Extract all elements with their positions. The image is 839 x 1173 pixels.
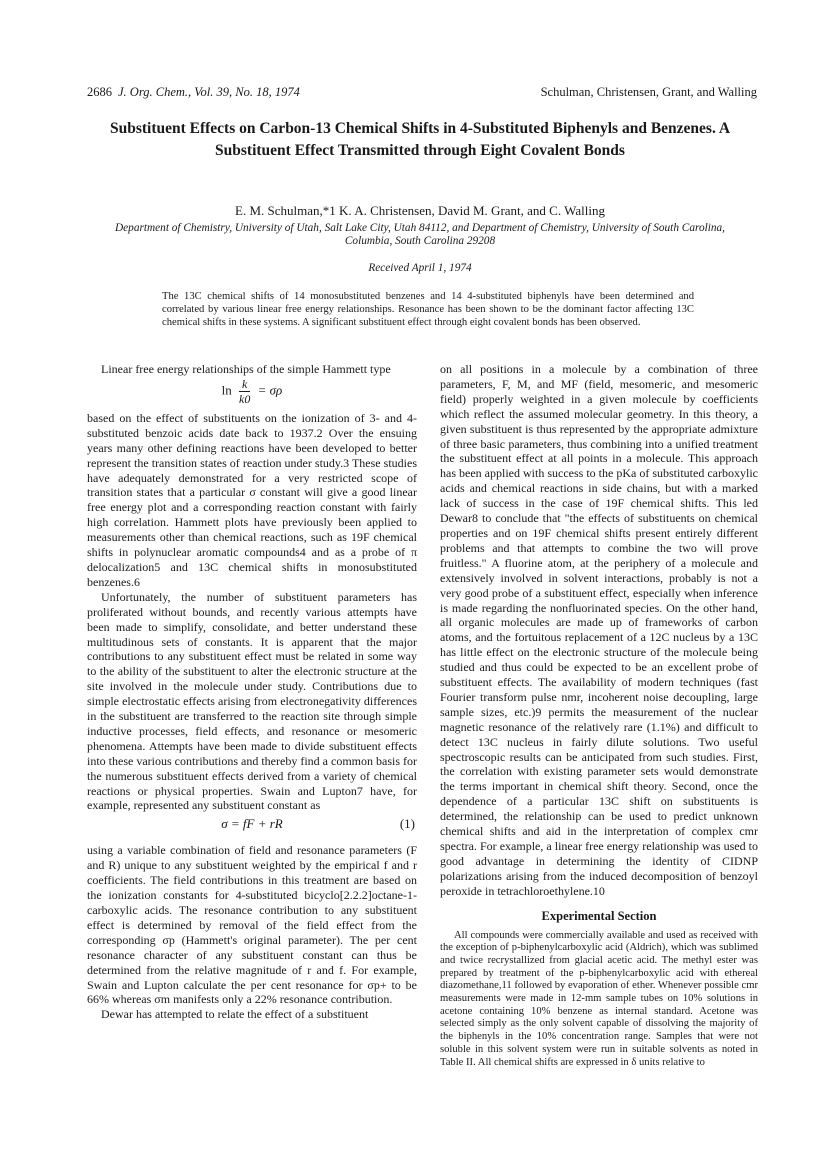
running-authors: Schulman, Christensen, Grant, and Walling [540, 85, 757, 99]
eq-number: (1) [399, 816, 415, 832]
eq-rhs: = σρ [257, 382, 283, 398]
eq-expression: σ = fF + rR [221, 816, 283, 832]
eq-ln: ln [221, 382, 232, 398]
journal-citation: J. Org. Chem., Vol. 39, No. 18, 1974 [118, 85, 300, 99]
paragraph: using a variable combination of field and resonance parameters (F and R) unique to any substituent weighted by the empirical f and r coefficients. The field contributions in this treatment are based on the ionization constants for 4-substituted bicyclo[2.2.2]octane-1-carboxylic acids. The resonance contribution to any substituent effect is determined by removal of the field effect from the corresponding σp (Hammett's original parameter). The per cent resonance character of any substituent constant can thus be determined from the relative magnitude of r and f. For example, Swain and Lupton calculate the per cent resonance for σp+ to be 66% whereas σm manifests only a 22% resonance contribution. [87, 843, 417, 1007]
paragraph: Unfortunately, the number of substituent parameters has proliferated without bounds, and recently various attempts have been made to simplify, consolidate, and better understand these multitudinous sets of constants. It is apparent that the major contributions to any substituent effect must be related in some way to the ability of the substituent to alter the electronic structure at the site involved in the molecule under study. Contributions due to simple electrostatic effects arising from electronegativity differences in the substituent are transferred to the reaction site through simple inductive processes, field effects, and resonance or mesomeric phenomena. Attempts have been made to divide substituent effects into these various contributions and thereby find a common basis for the numerous substituent effects derived from a variety of chemical reactions or physical properties. Swain and Lupton7 have, for example, represented any substituent constant as [87, 589, 417, 813]
paragraph: on all positions in a molecule by a combination of three parameters, F, M, and MF (field, mesomeric, and mesomeric field) properly weighted in a given molecule by coefficients which reflect the assumed molecular geometry. In this theory, a given substituent is thus represented by the appropriate admixture of three basic parameters, thus combining into a unified treatment the substituent effect at all points in a molecule. This approach has been applied with success to the pKa of substituted carboxylic acids and chemical reactions in side chains, but with a marked lack of success in the case of 19F chemical shifts. This led Dewar8 to conclude that "the effects of substituents on chemical properties and on 19F chemical shifts present entirely different problems and that attempts to combine the two will prove fruitless." A fluorine atom, at the periphery of a molecule and extensively involved in solvent interactions, probably is not a very good probe of a substituent effect, especially when inference is made regarding the nonfluorinated species. On the other hand, all organic molecules are made up of frameworks of carbon atoms, and the fortuitous replacement of a 12C nucleus by a 13C has little effect on the electronic structure of the molecule being studied and thus could be expected to be an excellent probe of substituent effects. The availability of modern techniques (fast Fourier transform pulse nmr, incoherent noise decoupling, large sample sizes, etc.)9 permits the measurement of the nuclear magnetic resonance of the relatively rare (1.1%) and difficult to detect 13C nucleus in fairly dilute solutions. Two useful spectroscopic results can be anticipated from such studies. First, the correlation with existing parameter sets would demonstrate the terms important in chemical shift theory. Second, once the dependence of a particular 13C shift on substituents is determined, the relationship can be used to predict unknown chemical shifts and aid in the interpretation of complex cmr spectra. For example, a linear free energy relationship was used to good advantage in determining the identity of CIDNP polarizations arising from the induced decomposition of benzoyl peroxide in tetrachloroethylene.10 [440, 362, 758, 898]
abstract: The 13C chemical shifts of 14 monosubstituted benzenes and 14 4-substituted biphenyls have been determined and correlated by various linear free energy relationships. Resonance has been shown to be the dominant factor affecting 13C chemical shifts in these systems. A significant substituent effect through eight covalent bonds has been observed. [162, 291, 694, 328]
affiliation: Department of Chemistry, University of Utah, Salt Lake City, Utah 84112, and Department of Chemistry, University of South Carolina, Columbia, South Carolina 29208 [115, 222, 725, 247]
paragraph: All compounds were commercially available and used as received with the exception of p-biphenylcarboxylic acid (Aldrich), which was sublimed and twice recrystallized from glacial acetic acid. The methyl ester was prepared by treatment of the p-biphenylcarboxylic acid with ethereal diazomethane,11 followed by evaporation of ether. Whenever possible cmr measurements were made in 12-mm sample tubes on 10% solutions in acetone containing 10% benzene as internal standard. Acetone was selected simply as the only solvent capable of dissolving the majority of the biphenyls in the 10% concentration range. Samples that were not soluble in this solvent system were run in suitable solvents as noted in Table II. All chemical shifts are expressed in δ units relative to [440, 929, 758, 1068]
paragraph: Linear free energy relationships of the simple Hammett type [101, 362, 391, 376]
header-left [87, 85, 300, 100]
paragraph: based on the effect of substituents on the ionization of 3- and 4-substituted benzoic acids date back to 1937.2 Over the ensuing years many other defining reactions have been developed to better represent the transition states of reaction under study.3 These studies have adequately demonstrated for a very restricted scope of transition states that a particular σ constant will give a good linear free energy plot and a corresponding reaction constant with fairly high correlation. Hammett plots have previously been applied to measurements other than chemical reactions, such as 19F chemical shifts in polynuclear aromatic compounds4 and as a probe of π delocalization5 and 13C chemical shifts in monosubstituted benzenes.6 [87, 410, 417, 589]
paragraph: Dewar has attempted to relate the effect of a substituent [101, 1007, 369, 1022]
swain-lupton-equation [87, 817, 417, 839]
right-column [440, 362, 758, 1069]
running-header [87, 85, 757, 103]
section-heading: Experimental Section [541, 908, 657, 923]
eq-denominator: k0 [239, 391, 251, 406]
page-number: 2686 [87, 85, 112, 99]
article-title: Substituent Effects on Carbon-13 Chemical Shifts in 4-Substituted Biphenyls and Benzenes. A Substituent Effect Transmitted through Eight Covalent Bonds [109, 120, 731, 159]
author-list: E. M. Schulman,*1 K. A. Christensen, David M. Grant, and C. Walling [235, 203, 605, 218]
hammett-equation [87, 377, 417, 411]
eq-numerator: k [239, 377, 250, 392]
left-column [87, 362, 417, 1022]
eq-fraction [239, 377, 250, 406]
received-date: Received April 1, 1974 [368, 262, 472, 274]
